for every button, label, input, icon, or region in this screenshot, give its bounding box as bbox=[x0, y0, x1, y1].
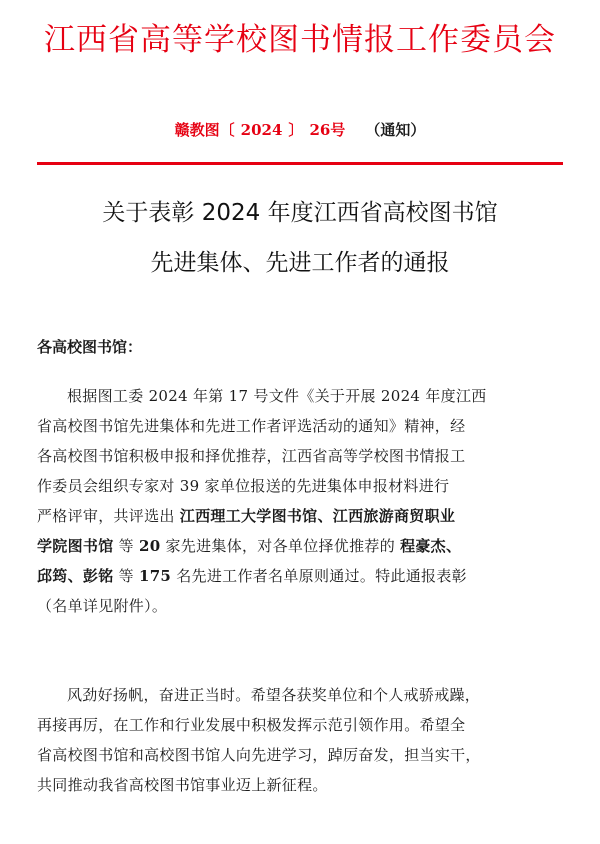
paragraph-line bbox=[37, 531, 555, 561]
highlight-units: 江西理工大学图书馆、江西旅游商贸职业 bbox=[179, 507, 456, 525]
doc-number-bracket: 〕 bbox=[288, 121, 304, 139]
paragraph-line: 共同推动我省高校图书馆事业迈上新征程。 bbox=[37, 776, 328, 794]
doc-type: （通知） bbox=[365, 121, 426, 139]
paragraph-line: 省高校图书馆和高校图书馆人向先进学习，踔厉奋发，担当实干， bbox=[37, 746, 481, 764]
paragraph-line: 风劲好扬帆，奋进正当时。希望各获奖单位和个人戒骄戒躁， bbox=[67, 686, 481, 704]
paragraph-line: 作委员会组织专家对 39 家单位报送的先进集体申报材料进行 bbox=[37, 477, 450, 495]
paragraph-line bbox=[37, 501, 555, 531]
highlight-units: 学院图书馆 bbox=[37, 537, 114, 555]
text-run: 等 bbox=[113, 567, 139, 585]
paragraph-line bbox=[37, 561, 555, 591]
document-number bbox=[0, 119, 600, 141]
text-run: 名先进工作者名单原则通过。特此通报表彰 bbox=[171, 567, 467, 585]
paragraph-line: 省高校图书馆先进集体和先进工作者评选活动的通知》精神，经 bbox=[37, 417, 466, 435]
document-title-line2: 先进集体、先进工作者的通报 bbox=[150, 250, 450, 276]
document-title-line1: 关于表彰 2024 年度江西省高校图书馆 bbox=[102, 200, 498, 226]
org-header-title: 江西省高等学校图书情报工作委员会 bbox=[44, 22, 556, 58]
red-divider bbox=[37, 162, 563, 165]
paragraph-line: 再接再厉，在工作和行业发展中积极发挥示范引领作用。希望全 bbox=[37, 716, 466, 734]
text-run: 等 bbox=[113, 537, 139, 555]
paragraph-line: （名单详见附件）。 bbox=[37, 597, 168, 615]
paragraph-line: 根据图工委 2024 年第 17 号文件《关于开展 2024 年度江西 bbox=[67, 387, 487, 405]
doc-number-prefix: 赣教图〔 bbox=[174, 121, 235, 139]
salutation: 各高校图书馆： bbox=[37, 338, 143, 356]
highlight-names: 邱筠、彭铭 bbox=[37, 567, 114, 585]
text-run: 严格评审，共评选出 bbox=[37, 507, 180, 525]
paragraph-2 bbox=[37, 680, 555, 800]
highlight-names: 程豪杰、 bbox=[400, 537, 462, 555]
highlight-count: 20 bbox=[138, 537, 161, 555]
text-run: 家先进集体，对各单位择优推荐的 bbox=[160, 537, 401, 555]
highlight-count: 175 bbox=[138, 567, 172, 585]
paragraph-1 bbox=[37, 381, 555, 621]
doc-number-year: 2024 bbox=[240, 121, 283, 139]
doc-number-num: 26号 bbox=[309, 121, 346, 139]
paragraph-line: 各高校图书馆积极申报和择优推荐，江西省高等学校图书情报工 bbox=[37, 447, 466, 465]
